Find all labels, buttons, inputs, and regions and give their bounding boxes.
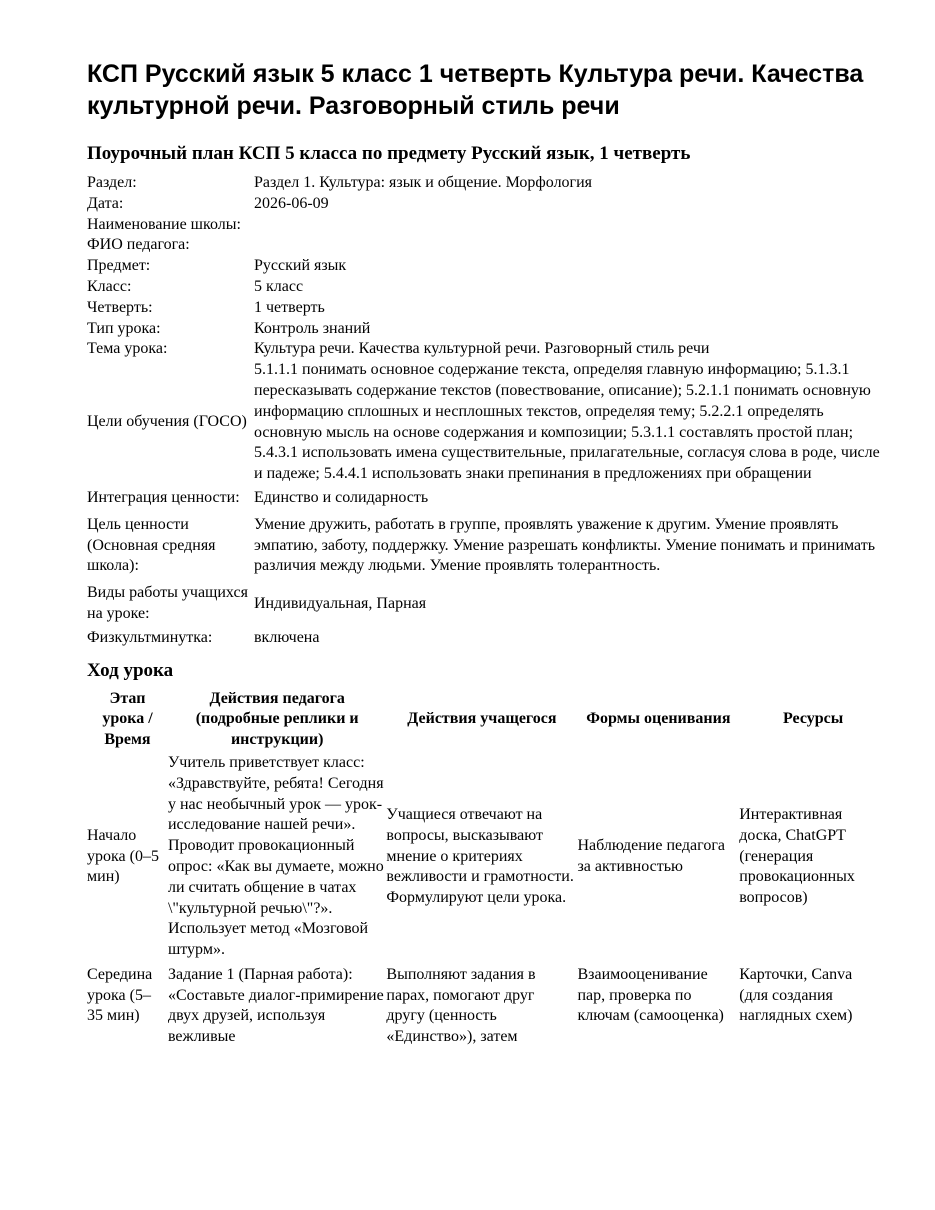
- info-row: [87, 298, 887, 319]
- plan-heading: Ход урока: [87, 659, 174, 681]
- info-value: Раздел 1. Культура: язык и общение. Морфология: [254, 174, 593, 191]
- info-row: [87, 319, 887, 340]
- table-cell: Взаимооценивание пар, проверка по ключам (самооценка): [577, 965, 724, 1025]
- table-cell: Задание 1 (Парная работа): «Составьте диалог-примирение двух друзей, используя вежливые: [167, 965, 384, 1046]
- info-value: 1 четверть: [254, 298, 325, 316]
- table-header-row: [87, 689, 887, 753]
- info-row: [87, 173, 887, 194]
- info-row: [87, 485, 887, 512]
- info-value: [254, 235, 887, 256]
- info-value: Индивидуальная, Парная: [254, 594, 427, 612]
- info-label: Цели обучения (ГОСО): [87, 413, 247, 431]
- info-value: Культура речи. Качества культурной речи. Разговорный стиль речи: [254, 340, 710, 358]
- table-row: [87, 753, 887, 961]
- info-value: включена: [254, 628, 320, 646]
- info-row: [87, 215, 887, 236]
- column-header-assessment: Формы оценивания: [586, 710, 731, 728]
- column-header-student: Действия учащегося: [407, 710, 557, 728]
- info-row: [87, 277, 887, 298]
- info-label: Раздел:: [87, 174, 137, 191]
- info-row: [87, 339, 887, 360]
- info-value: Единство и солидарность: [254, 488, 429, 506]
- info-label: Предмет:: [87, 257, 151, 275]
- table-cell: Учащиеся отвечают на вопросы, высказывают мнение о критериях вежливости и грамотности. Формулируют цели урока.: [386, 805, 574, 907]
- info-label: Дата:: [87, 194, 124, 212]
- info-label: Тема урока:: [87, 340, 168, 358]
- table-cell: Интерактивная доска, ChatGPT (генерация провокационных вопросов): [739, 805, 855, 907]
- info-label: ФИО педагога:: [87, 236, 190, 254]
- table-cell: Начало урока (0–5 мин): [87, 826, 159, 886]
- info-label: Физкультминутка:: [87, 628, 213, 646]
- info-row: [87, 512, 887, 580]
- info-label: Четверть:: [87, 298, 153, 316]
- info-value: Умение дружить, работать в группе, проявлять уважение к другим. Умение проявлять эмпатию, заботу, поддержку. Умение разрешать конфликты. Умение понимать и принимать различия между людьми. Умение проявлять толерантность.: [254, 515, 876, 575]
- lesson-plan-table: [87, 689, 887, 1049]
- info-label: Цель ценности (Основная средняя школа):: [87, 515, 216, 575]
- info-label: Наименование школы:: [87, 215, 241, 233]
- table-row: [87, 961, 887, 1048]
- info-value: 5 класс: [254, 277, 304, 295]
- plan-subtitle: Поурочный план КСП 5 класса по предмету Русский язык, 1 четверть: [87, 143, 691, 164]
- info-row: [87, 194, 887, 215]
- table-cell: Середина урока (5–35 мин): [87, 965, 153, 1025]
- lesson-info-table: [87, 173, 887, 649]
- info-label: Класс:: [87, 277, 132, 295]
- column-header-resources: Ресурсы: [782, 710, 844, 728]
- document-page: [87, 58, 887, 1048]
- table-cell: Карточки, Canva (для создания наглядных схем): [739, 965, 853, 1025]
- table-cell: Наблюдение педагога за активностью: [577, 837, 725, 875]
- info-value: 5.1.1.1 понимать основное содержание текста, определяя главную информацию; 5.1.3.1 пересказывать содержание текстов (повествование, описание); 5.2.1.1 понимать основную информацию сплошных и несплошных текстов, определяя тему; 5.2.2.1 определять основную мысль на основе содержания и композиции; 5.3.1.1 составлять простой план; 5.4.3.1 использовать имена существительные, прилагательные, согласуя слова в роде, числе и падеже; 5.4.4.1 использовать знаки препинания в предложениях при обращении: [254, 361, 880, 483]
- column-header-stage: Этап урока / Время: [102, 689, 153, 749]
- info-row: [87, 235, 887, 256]
- info-row: [87, 256, 887, 277]
- info-value: [254, 215, 887, 236]
- table-cell: Учитель приветствует класс: «Здравствуйте, ребята! Сегодня у нас необычный урок — урок-исследование нашей речи». Проводит провокационный опрос: «Как вы думаете, можно ли считать общение в чатах \"культурной речью\"?». Использует метод «Мозговой штурм».: [167, 753, 384, 959]
- info-row: [87, 360, 887, 485]
- info-row: [87, 580, 887, 628]
- table-cell: Выполняют задания в парах, помогают друг другу (ценность «Единство»), затем: [386, 965, 536, 1046]
- info-label: Тип урока:: [87, 319, 161, 337]
- info-value: 2026-06-09: [254, 194, 329, 212]
- info-label: Виды работы учащихся на уроке:: [87, 584, 248, 622]
- info-value: Контроль знаний: [254, 319, 371, 337]
- column-header-teacher: Действия педагога (подробные реплики и инструкции): [195, 689, 359, 749]
- info-label: Интеграция ценности:: [87, 488, 240, 506]
- info-row: [87, 628, 887, 649]
- page-title: КСП Русский язык 5 класс 1 четверть Культура речи. Качества культурной речи. Разговорный стиль речи: [87, 60, 864, 120]
- info-value: Русский язык: [254, 257, 347, 275]
